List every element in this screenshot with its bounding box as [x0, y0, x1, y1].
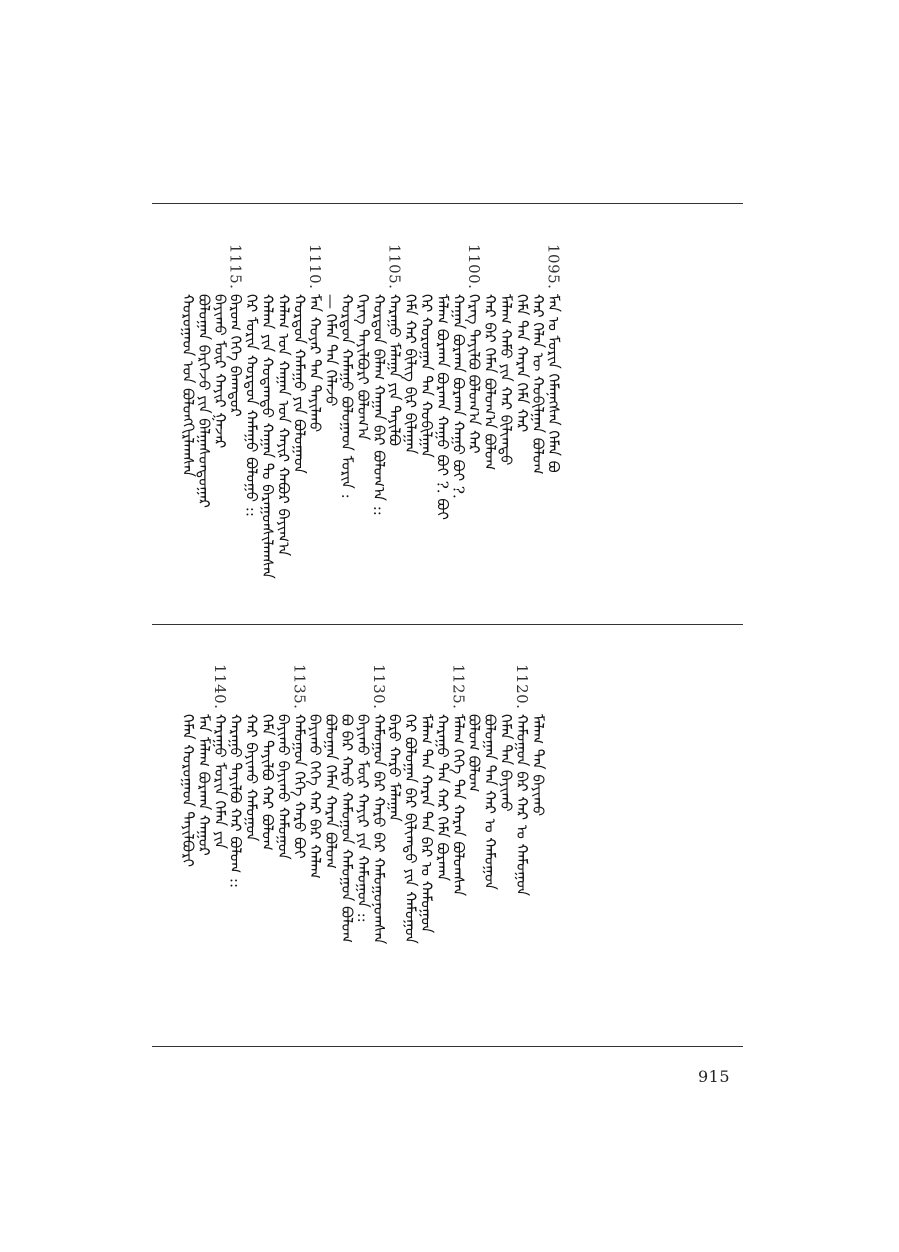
- verse-text: ᠬᠠᠷᠠᠭᠤ ᠮᠣᠷᠢᠨ ᠬᠡᠮᠡᠨ ᠶᠢᠨ: [210, 714, 229, 850]
- line-number: 1120.: [512, 664, 531, 710]
- verse-text: ᠬᠡᠷᠡᠭ ᠲᠠᠶᠢᠯᠪᠤᠷᠢ ᠪᠣᠯᠤᠭ᠎ᠠ: [353, 294, 372, 441]
- verse-text: ᠬᠡᠮᠡᠨ ᠲᠠᠨ ᠪᠠᠶᠢᠬᠤ: [497, 714, 515, 812]
- verse-text: ᠪᠤ ᠪᠠᠷ ᠬᠠᠷᠤ ᠬᠠᠮᠤᠭᠤᠨ ᠬᠠᠮᠤᠭᠤᠨ ᠪᠤᠯᠤᠭ: [338, 714, 356, 943]
- verse-text: ᠮᠠᠨ ᠬᠣᠶᠠᠷ ᠲᠠᠨ ᠲᠠᠶᠢᠯᠬᠤ: [306, 294, 325, 433]
- verse-text: ᠬᠤᠷᠳᠤᠨ ᠬᠠᠮᠠᠭᠤ ᠪᠤᠯᠤᠭᠠᠳ ᠮᠣᠷᠢᠨ :: [338, 294, 356, 499]
- verse-text: ᠪᠣᠯᠣᠭᠠᠨ ᠲᠠᠨ ᠬᠠᠷ ᠤ ᠬᠠᠮᠤᠭᠤᠨ: [481, 714, 500, 890]
- verse-text: ᠬᠤᠷᠳᠤᠨ ᠬᠠᠮᠠᠭᠤ ᠶᠢᠨ ᠪᠤᠯᠤᠭᠠᠳ: [290, 294, 309, 474]
- line-number: 1095.: [544, 244, 563, 290]
- line-number: 1110.: [306, 244, 325, 290]
- verse-text: ᠬᠣᠷᠣᠭᠠᠳ ᠤᠨ ᠪᠤᠯᠤᠩᠭᠢᠷᠯᠠᠭᠰᠠᠨ: [179, 294, 197, 477]
- verse-text: — ᠬᠡᠮᠡᠨ ᠲᠠᠨ ᠬᠡᠯᠡᠵᠦ: [322, 294, 341, 407]
- verse-line: [526, 664, 550, 1039]
- verse-line: [542, 244, 566, 619]
- verse-text: ᠬᠡᠷ ᠪᠣᠯᠣᠭᠠᠨ ᠪᠡᠷ ᠪᠢᠯᠢᠭᠲᠤ ᠶᠢᠨ ᠬᠠᠮᠤᠭᠤᠨ: [401, 714, 420, 944]
- line-number: 1100.: [465, 244, 484, 290]
- verse-text: ᠬᠠᠷᠠᠭᠤ ᠲᠠᠨ ᠬᠠᠷ ᠬᠡᠮᠡ ᠪᠤᠷᠬᠠᠨ: [433, 714, 452, 882]
- verse-text: ᠪᠠᠷᠤ ᠬᠠᠷᠤ ᠮᠠᠯᠠᠭᠠᠨ: [385, 714, 404, 822]
- verse-text: ᠬᠡᠷ ᠮᠣᠷᠢᠨ ᠬᠤᠷᠳᠤᠨ ᠬᠠᠮᠠᠭᠤ ᠪᠤᠯᠤᠭᠤ ::: [242, 294, 261, 517]
- verse-text: ᠬᠠᠮᠤᠭᠤᠨ ᠬᠡᠬᠡ ᠬᠠᠷᠤ ᠪᠤᠢ: [290, 714, 309, 859]
- verse-text: ᠬᠡᠮᠡ ᠬᠠᠷ ᠪᠢᠯᠢᠭ ᠪᠢᠷ ᠪᠢᠯᠠᠭᠠᠨ: [401, 294, 420, 455]
- verse-block-top: [152, 244, 743, 619]
- verse-text: ᠬᠡᠷᠡᠭ ᠲᠠᠶᠢᠯᠪᠤ ᠪᠣᠯᠤᠭ᠎ᠠ ᠬᠠᠷ: [465, 294, 484, 454]
- verse-text: ᠮᠠᠯᠠᠭ ᠪᠤᠷᠬᠠᠨ ᠪᠤᠷᠬᠠᠨ ᠬᠠᠭᠤ ᠪᠤᠢ ?. ᠪᠤᠢ: [433, 294, 452, 520]
- verse-text: ᠪᠣᠯᠣᠭᠠᠨ ᠪᠡᠷᠬᠡᠵᠦ ᠶᠢᠨ ᠪᠠᠯᠭᠠᠰᠤᠨᠳᠤᠭᠠᠷ: [194, 294, 213, 508]
- verse-text: ᠬᠠᠷ ᠪᠠᠶᠢᠬᠤ ᠬᠠᠮᠤᠭᠤᠨ: [242, 714, 261, 842]
- line-number: 1140.: [210, 664, 229, 710]
- verse-text: ᠬᠡᠮᠡᠨ ᠬᠣᠷᠣᠭᠠᠳ ᠲᠠᠶᠢᠯᠪᠤᠷᠢ: [179, 714, 197, 868]
- verse-text: ᠬᠠᠮᠤᠭᠤᠨ ᠪᠠᠷ ᠬᠠᠷᠤ ᠪᠠᠷ ᠬᠠᠮᠤᠭᠤᠨᠤᠭᠰᠠᠨ: [369, 714, 388, 945]
- top-rule: [152, 203, 743, 204]
- verse-text: ᠬᠡᠮᠡ ᠲᠠᠶᠢᠯᠪᠤ ᠬᠠᠷ ᠪᠤᠯᠤᠭ: [258, 714, 277, 851]
- verse-text: ᠪᠠᠶᠢᠬᠤ ᠬᠡᠬᠡ ᠬᠠᠷ ᠪᠠᠷ ᠬᠠᠯᠠᠭ: [306, 714, 325, 879]
- verse-text: ᠮᠠᠯᠠᠭ ᠲᠠᠨ ᠬᠠᠷᠠᠨ ᠲᠠᠨ ᠪᠠᠷ ᠤ ᠬᠠᠮᠤᠭᠤᠨ: [417, 714, 436, 934]
- line-number: 1135.: [290, 664, 309, 710]
- verse-text: ᠪᠠᠷᠤᠭ ᠬᠡᠬᠡ ᠪᠠᠬᠠᠳᠤᠷ: [226, 294, 245, 417]
- verse-text: ᠪᠠᠶᠢᠬᠤ ᠪᠠᠶᠢᠬᠤ ᠬᠠᠮᠤᠭᠤᠨ: [274, 714, 293, 860]
- verse-text: ᠬᠠᠭᠠᠨ ᠪᠤᠷᠬᠠᠨ ᠪᠤᠷᠬᠠᠨ ᠬᠠᠭᠤ ᠪᠤᠢ ?.: [449, 294, 468, 499]
- verse-text: ᠪᠠᠶᠢᠬᠤ ᠮᠥᠷ ᠬᠠᠶᠢᠷ ᠶᠢᠨ ᠬᠠᠮᠤᠭᠤᠨ ::: [353, 714, 372, 923]
- line-number: 1125.: [449, 664, 468, 710]
- verse-block-bottom: [152, 664, 743, 1039]
- verse-text: ᠬᠠᠮᠤᠭᠤᠨ ᠪᠡᠷ ᠬᠠᠷ ᠤ ᠬᠠᠮᠤᠭᠤᠨ: [512, 714, 531, 897]
- middle-rule: [152, 624, 743, 625]
- verse-text: ᠬᠠᠯᠠᠭ ᠤᠨ ᠬᠠᠭᠠᠨ ᠤᠨ ᠬᠠᠶᠢᠷ ᠬᠠᠪᠤᠷ ᠪᠠᠶᠢᠭ᠎ᠠ: [274, 294, 293, 557]
- verse-text: ᠬᠠᠷ ᠪᠠᠷ ᠬᠡᠮᠡᠨ ᠪᠣᠯᠤᠭ᠎ᠠ ᠪᠤᠯᠤᠭ: [481, 294, 500, 471]
- verse-text: ᠮᠠᠯᠠᠭ ᠬᠠᠮᠤ ᠶᠢᠨ ᠬᠠᠷ ᠪᠢᠯᠢᠭᠲᠤ: [497, 294, 515, 466]
- line-number: 1105.: [385, 244, 404, 290]
- line-number: 1115.: [226, 244, 245, 290]
- verse-text: ᠬᠠᠷ ᠬᠡᠯᠡᠨ ᠦ ᠬᠤᠪᠢᠯᠭᠠᠨ ᠪᠤᠯᠤᠭ: [528, 294, 547, 475]
- line-number: 1130.: [369, 664, 388, 710]
- verse-text: ᠬᠠᠷᠠᠭᠤ ᠮᠠᠯᠠᠭᠠ ᠶᠢᠨ ᠲᠠᠶᠢᠯᠪᠤ: [385, 294, 404, 446]
- verse-text: ᠮᠠᠯᠠᠭ ᠲᠠᠨ ᠪᠠᠶᠢᠬᠤ: [528, 714, 547, 817]
- verse-text: ᠮᠠᠯᠠᠭ ᠬᠡᠬᠡ ᠲᠠᠨ ᠬᠠᠷᠠᠨ ᠪᠤᠯᠤᠭᠰᠠᠨ: [449, 714, 468, 897]
- verse-text: ᠮᠠᠨ ᠤ ᠮᠣᠷᠢᠨ ᠬᠡᠮᠡᠨᠡᠭᠰᠡᠨ ᠬᠡᠮᠡᠨ ᠪᠤ: [544, 294, 563, 473]
- verse-text: ᠬᠡᠷ ᠬᠣᠷᠣᠭᠠᠨ ᠲᠠᠨ ᠬᠤᠪᠢᠯᠭᠠᠨ: [417, 294, 436, 458]
- verse-text: ᠬᠡᠮᠡ ᠲᠠᠨ ᠬᠠᠷᠠᠨ ᠬᠡᠮᠡ ᠬᠠᠷ: [512, 294, 531, 433]
- verse-text: ᠪᠤᠯᠤᠭ ᠪᠤᠯᠤᠭ: [465, 714, 484, 793]
- bottom-rule: [152, 1046, 743, 1047]
- verse-text: ᠪᠠᠶᠢᠬᠤ ᠮᠥᠷ ᠬᠠᠶᠢᠷ ᠭᠠᠵᠠᠷ: [210, 294, 229, 449]
- page-number: 915: [698, 1067, 731, 1086]
- verse-text: ᠮᠠᠨ ᠮᠠᠯᠠᠭ ᠪᠤᠷᠬᠠᠨ ᠬᠠᠭᠤᠷ: [194, 714, 213, 856]
- verse-text: ᠪᠣᠯᠣᠭᠠᠨ ᠬᠡᠮᠡᠨ ᠬᠠᠷᠠᠨ ᠪᠤᠯᠤᠭ: [322, 714, 341, 869]
- verse-text: ᠬᠠᠯᠬᠠ ᠶᠢᠨ ᠬᠤᠲᠠᠭᠲᠤ ᠬᠠᠭᠠᠨ ᠲᠤ ᠪᠠᠷᠠᠭᠤᠨᠰᠢᠯᠠᠭᠰᠠᠨ: [258, 294, 277, 579]
- verse-text: ᠬᠤᠷᠳᠤᠨ ᠪᠠᠯᠠᠭ ᠬᠠᠭᠠᠨ ᠪᠡᠷ ᠪᠤᠯᠤᠭ᠎ᠠ ::: [369, 294, 388, 516]
- verse-text: ᠬᠠᠷᠠᠭᠤ ᠲᠠᠶᠢᠯᠪᠤ ᠬᠠᠷ ᠪᠤᠯᠤᠭ ::: [226, 714, 245, 889]
